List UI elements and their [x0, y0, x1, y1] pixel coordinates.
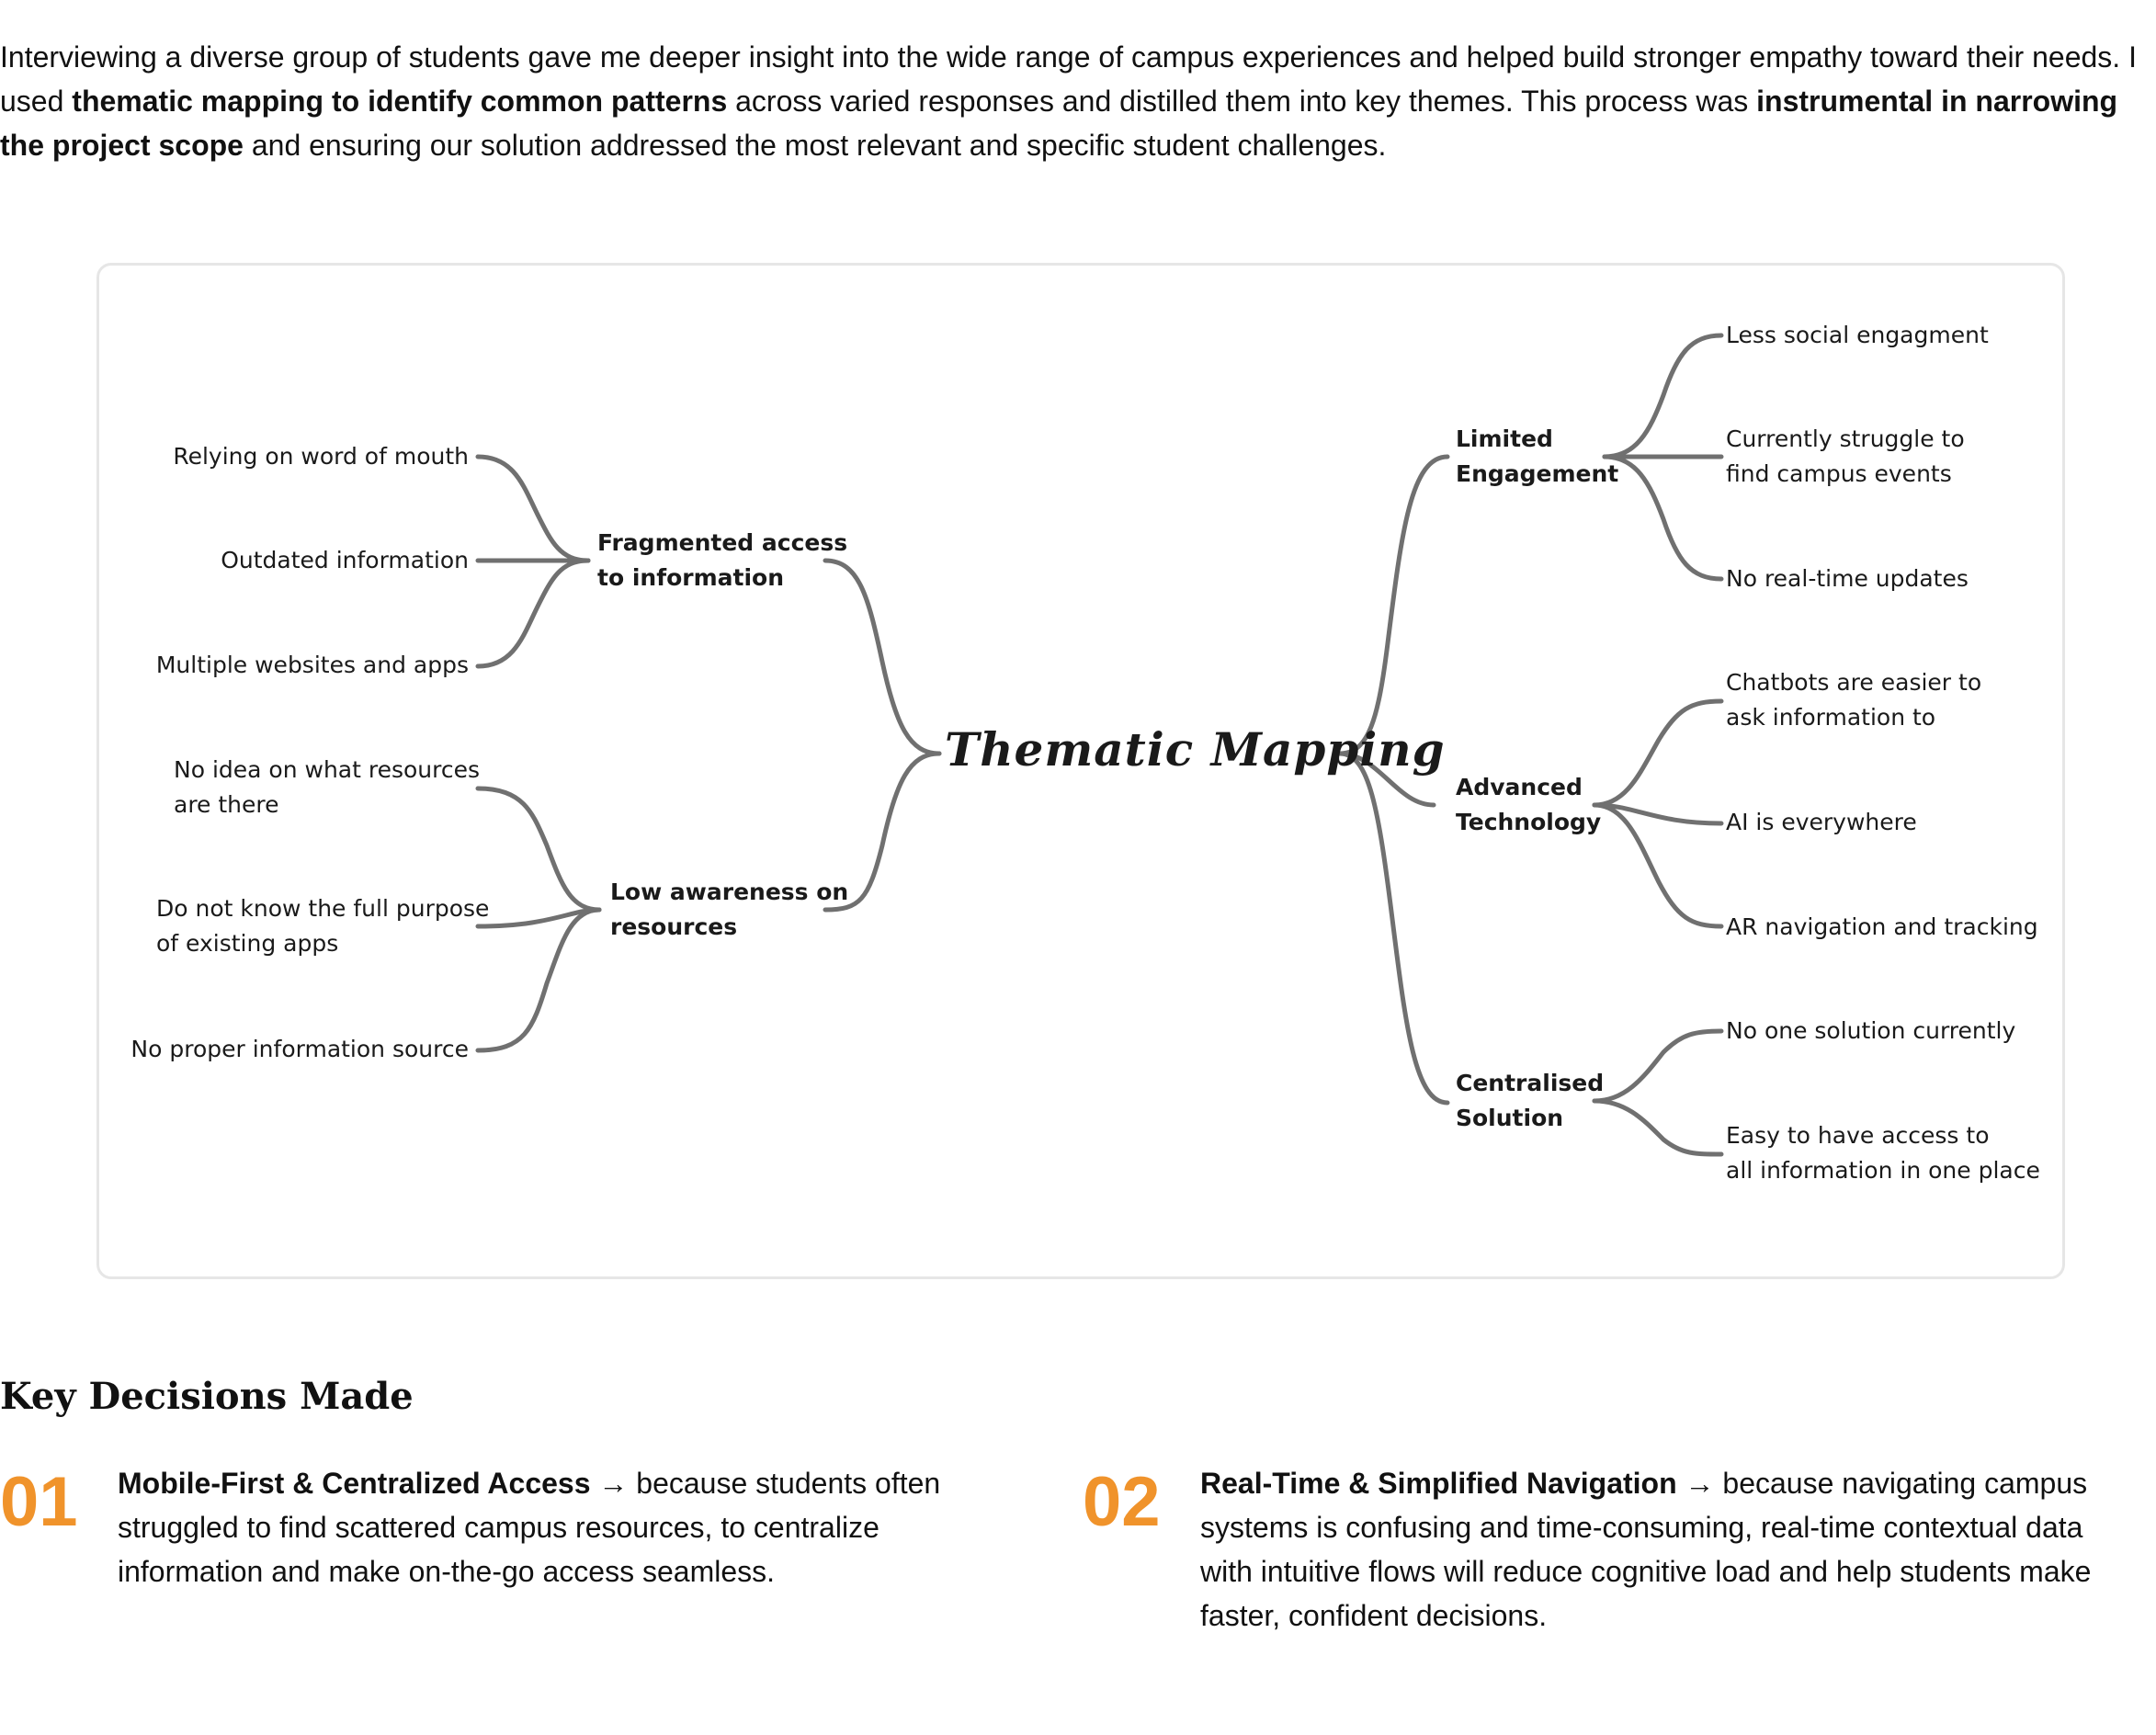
intro-text-2: across varied responses and distilled them into key themes. This process was [727, 85, 1757, 118]
leaf-chatbots [1726, 665, 1981, 735]
leaf-multiple-websites: Multiple websites and apps [155, 652, 469, 678]
decision-title: Real-Time & Simplified Navigation [1200, 1467, 1677, 1500]
mindmap-center-title: Thematic Mapping [945, 722, 1446, 777]
leaf-word-of-mouth: Relying on word of mouth [173, 443, 469, 470]
theme-line: Low awareness on [610, 879, 849, 905]
theme-low-awareness [610, 875, 848, 945]
leaf-no-one-solution: No one solution currently [1726, 1017, 2016, 1044]
decision-title: Mobile-First & Centralized Access [118, 1467, 591, 1500]
leaf-line: Currently struggle to [1726, 425, 1965, 452]
connector-centralised-easy [1594, 1101, 1721, 1154]
connector-limited-realtime [1605, 457, 1721, 579]
leaf-line: find campus events [1726, 460, 1952, 487]
leaf-line: Easy to have access to [1726, 1122, 1990, 1149]
theme-line: resources [610, 913, 738, 940]
connector-advanced-ai [1594, 805, 1721, 823]
decision-number: 01 [0, 1463, 78, 1541]
intro-text-1: Interviewing a diverse group of students gave me deeper insight into the wide range of campus experiences and helped build stronger empathy toward their needs. I used [0, 40, 2137, 118]
connector-fragmented-word [478, 457, 588, 561]
connector-limited-social [1605, 335, 1721, 457]
decision-description: → because students often struggled to find scattered campus resources, to centralize information and make on-the-go access seamless. [118, 1467, 941, 1588]
intro-bold-1: thematic mapping to identify common patterns [72, 85, 728, 118]
leaf-easy-access [1726, 1118, 2040, 1188]
theme-line: Limited [1456, 425, 1553, 452]
leaf-full-purpose [156, 891, 489, 961]
intro-bold-2: instrumental in narrowing the project scope [0, 85, 2118, 162]
leaf-no-proper-source: No proper information source [130, 1036, 469, 1062]
decision-number: 02 [1083, 1463, 1161, 1541]
theme-line: Engagement [1456, 460, 1619, 487]
theme-line: Solution [1456, 1105, 1564, 1131]
leaf-line: all information in one place [1726, 1157, 2040, 1184]
leaf-line: No idea on what resources [174, 756, 481, 783]
connector-fragmented-multiple [478, 561, 588, 666]
leaf-no-idea-resources [174, 753, 480, 822]
leaf-line: Chatbots are easier to [1726, 669, 1982, 696]
connector-awareness-idea [478, 788, 599, 910]
leaf-struggle-events [1726, 422, 1965, 492]
connector-centralised-one [1594, 1031, 1721, 1101]
decision-text [118, 1461, 963, 1593]
leaf-ai-everywhere: AI is everywhere [1726, 809, 1917, 835]
leaf-line: are there [174, 791, 279, 818]
theme-advanced-technology [1456, 770, 1601, 840]
leaf-line: ask information to [1726, 704, 1936, 731]
theme-line: to information [597, 564, 784, 591]
connector-center-limited [1340, 457, 1447, 754]
theme-limited-engagement [1456, 422, 1618, 492]
decision-text [1200, 1461, 2119, 1638]
theme-centralised-solution [1456, 1066, 1604, 1136]
connector-advanced-chatbots [1594, 701, 1721, 805]
leaf-less-social: Less social engagment [1726, 322, 1989, 348]
theme-fragmented-access [597, 526, 847, 595]
intro-text-3: and ensuring our solution addressed the most relevant and specific student challenges. [243, 129, 1387, 162]
leaf-outdated-information: Outdated information [221, 547, 469, 573]
theme-line: Fragmented access [597, 529, 848, 556]
key-decisions-heading: Key Decisions Made [0, 1375, 414, 1418]
connector-awareness-source [478, 910, 599, 1050]
leaf-no-realtime: No real-time updates [1726, 565, 1969, 592]
theme-line: Centralised [1456, 1070, 1605, 1096]
theme-line: Advanced [1456, 774, 1583, 800]
leaf-line: Do not know the full purpose [156, 895, 490, 922]
decision-description: → because navigating campus systems is confusing and time-consuming, real-time contextual data with intuitive flows will reduce cognitive load and help students make faster, confident decisions. [1200, 1467, 2092, 1632]
leaf-ar-navigation: AR navigation and tracking [1726, 913, 2038, 940]
leaf-line: of existing apps [156, 930, 339, 957]
theme-line: Technology [1456, 809, 1602, 835]
